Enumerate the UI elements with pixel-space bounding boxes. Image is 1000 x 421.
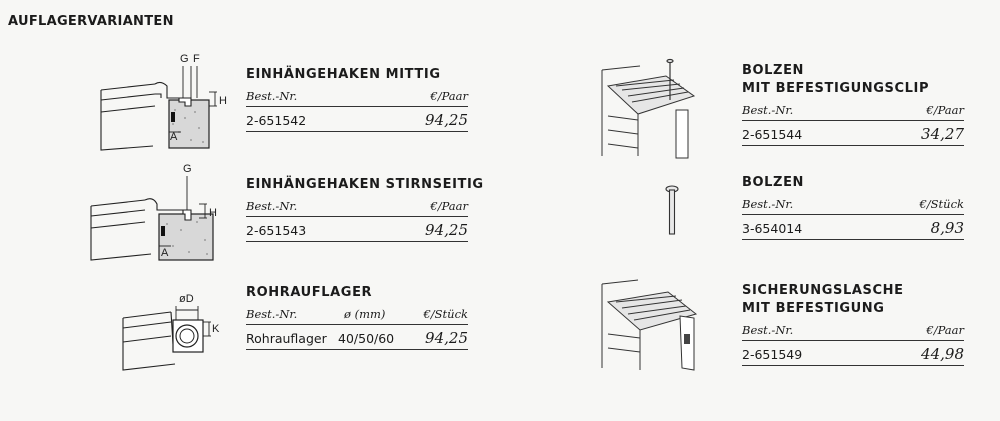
order-number-header: Best.-Nr.	[742, 323, 794, 337]
page-title: AUFLAGERVARIANTEN	[8, 14, 174, 29]
product-name-line-2: MIT BEFESTIGUNG	[742, 301, 885, 316]
order-number: 3-654014	[742, 221, 803, 236]
dim-label-k: K	[212, 323, 220, 335]
unit-header: €/Paar	[926, 323, 964, 337]
price-row	[742, 341, 964, 366]
bolt-shaft	[670, 190, 675, 234]
dim-label-od: øD	[179, 293, 194, 305]
product-bolzen-mit-clip	[742, 62, 964, 146]
product-name-line-2: MIT BEFESTIGUNGSCLIP	[742, 81, 930, 96]
unit-header: €/Paar	[926, 103, 964, 117]
order-number-header: Best.-Nr.	[246, 307, 298, 321]
price: 94,25	[425, 111, 468, 129]
order-number: Rohrauflager	[246, 331, 327, 346]
dim-label-h: H	[209, 207, 217, 219]
rohrauflager-drawing	[115, 284, 225, 374]
order-number-header: Best.-Nr.	[246, 199, 298, 213]
strap-fastener	[684, 334, 690, 344]
dim-label-g: G	[183, 163, 192, 175]
product-bolzen	[742, 174, 964, 240]
price-table-header	[742, 98, 964, 121]
dim-label-g: G	[180, 53, 189, 65]
product-einhaengehaken-mittig	[246, 66, 468, 132]
price-table-header	[246, 302, 468, 325]
unit-header: €/Paar	[430, 89, 468, 103]
price-table-header	[246, 84, 468, 107]
price-row	[246, 107, 468, 132]
order-number: 2-651549	[742, 347, 803, 362]
order-number: 2-651544	[742, 127, 803, 142]
unit-header: €/Paar	[430, 199, 468, 213]
price-row	[742, 215, 964, 240]
ramp-section	[123, 312, 175, 370]
einhaengehaken-mittig-drawing	[95, 52, 225, 152]
price-row	[246, 217, 468, 242]
diameter-header: ø (mm)	[344, 307, 386, 321]
bolzen-drawing	[660, 184, 690, 238]
diameter-values: 40/50/60	[338, 331, 395, 346]
product-name: EINHÄNGEHAKEN STIRNSEITIG	[246, 177, 484, 192]
order-number: 2-651543	[246, 223, 307, 238]
hook-marker-a	[171, 112, 175, 122]
price-table-header	[246, 194, 468, 217]
price-row	[246, 325, 468, 350]
product-name: ROHRAUFLAGER	[246, 285, 373, 300]
product-einhaengehaken-stirnseitig	[246, 176, 484, 242]
price-table-header	[742, 318, 964, 341]
product-rohrauflager	[246, 284, 468, 350]
order-number-header: Best.-Nr.	[742, 197, 794, 211]
price-row	[742, 121, 964, 146]
dim-label-a: A	[170, 131, 178, 143]
unit-header: €/Stück	[423, 307, 468, 321]
price: 44,98	[921, 345, 964, 363]
product-sicherungslasche	[742, 282, 964, 366]
bolzen-clip-drawing	[598, 56, 708, 166]
product-name: EINHÄNGEHAKEN MITTIG	[246, 67, 441, 82]
order-number-header: Best.-Nr.	[246, 89, 298, 103]
product-name-line-1: SICHERUNGSLASCHE	[742, 283, 904, 298]
dim-label-h: H	[219, 95, 227, 107]
order-number-header: Best.-Nr.	[742, 103, 794, 117]
einhaengehaken-stirnseitig-drawing	[87, 164, 227, 264]
price: 94,25	[425, 221, 468, 239]
order-number: 2-651542	[246, 113, 307, 128]
unit-header: €/Stück	[919, 197, 964, 211]
hook-marker-a	[161, 226, 165, 236]
price: 34,27	[921, 125, 964, 143]
dim-label-a: A	[161, 247, 169, 259]
price: 94,25	[425, 329, 468, 347]
dim-label-f: F	[193, 53, 200, 65]
support-post	[676, 110, 688, 158]
sicherungslasche-drawing	[598, 278, 710, 378]
price: 8,93	[930, 219, 964, 237]
product-name: BOLZEN	[742, 175, 805, 190]
price-table-header	[742, 192, 964, 215]
ramp-section	[101, 82, 179, 150]
product-name-line-1: BOLZEN	[742, 63, 805, 78]
